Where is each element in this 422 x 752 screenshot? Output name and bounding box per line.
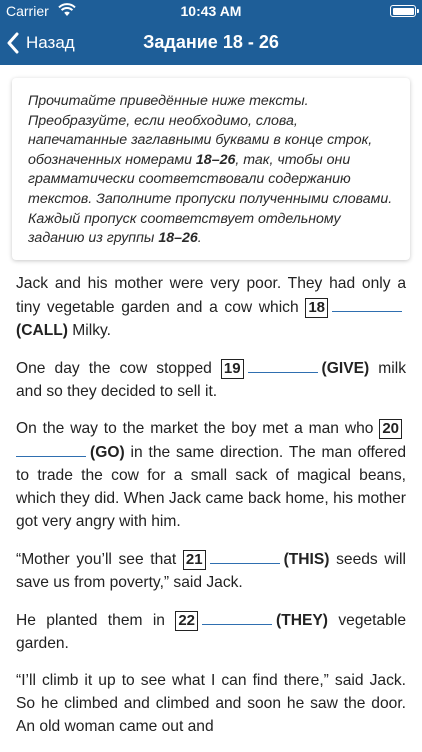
text-segment: Milky. xyxy=(67,322,111,339)
task-number-21: 21 xyxy=(183,550,206,570)
text-segment: Jack and his mother were very poor. They had only a tiny vegetable garden and a cow which xyxy=(16,275,406,316)
back-label: Назад xyxy=(26,33,75,52)
story-text xyxy=(16,272,406,752)
text-segment: “Mother you’ll see that xyxy=(16,551,183,568)
task-number-19: 19 xyxy=(221,359,244,379)
paragraph-2 xyxy=(16,356,406,403)
instructions-text-1: Прочитайте приведённые ниже тексты. Преобразуйте, если необходимо, слова, напечатанные заглавными буквами в конце строк, обозначенных номерами xyxy=(28,93,373,168)
clock: 10:43 AM xyxy=(180,3,242,19)
answer-blank-19[interactable] xyxy=(248,356,318,373)
text-segment: vegetable garden. xyxy=(16,612,406,652)
paragraph-5 xyxy=(16,608,406,655)
instructions-range-1: 18–26 xyxy=(195,151,236,168)
text-segment: He planted them in xyxy=(16,612,176,629)
hint-word-20: (GO) xyxy=(90,444,125,461)
battery-icon xyxy=(390,5,416,17)
text-segment: “I’ll climb it up to see what I can find there,” said Jack. So he climbed and climbed and soon he saw the door. An old woman came out and xyxy=(16,672,406,735)
paragraph-6 xyxy=(16,669,406,738)
status-bar xyxy=(0,0,422,22)
instructions-range-2: 18–26 xyxy=(158,230,198,247)
text-segment: seeds will save us from poverty,” said Jack. xyxy=(16,551,406,591)
text-segment: in the same direction. The man offered to trade the cow for a small sack of magical beans, which they did. When Jack came back home, his mother got very angry with him. xyxy=(16,444,406,530)
instructions-card xyxy=(12,78,410,260)
hint-word-19: (GIVE) xyxy=(321,360,370,377)
instructions-text-3: . xyxy=(197,230,202,247)
hint-word-21: (THIS) xyxy=(283,551,330,568)
text-segment: milk and so they decided to sell it. xyxy=(16,360,406,400)
answer-blank-18[interactable] xyxy=(332,295,402,312)
text-segment: On the way to the market the boy met a man who xyxy=(16,420,380,437)
task-number-18: 18 xyxy=(305,298,328,318)
text-segment: One day the cow stopped xyxy=(16,360,221,377)
page-title: Задание 18 - 26 xyxy=(143,32,279,52)
instructions-text-2: , так, чтобы они грамматически соответствовали содержанию текстов. Заполните пропуски полученными словами. Каждый пропуск соответствует отдельному заданию из группы xyxy=(28,151,393,247)
task-number-22: 22 xyxy=(175,611,198,631)
answer-blank-21[interactable] xyxy=(210,547,280,564)
hint-word-22: (THEY) xyxy=(276,612,328,629)
paragraph-3 xyxy=(16,417,406,533)
top-bar xyxy=(0,0,422,65)
navigation-bar xyxy=(0,22,422,65)
paragraph-4 xyxy=(16,547,406,594)
answer-blank-20[interactable] xyxy=(16,440,86,457)
task-number-20: 20 xyxy=(379,419,402,439)
answer-blank-22[interactable] xyxy=(202,608,272,625)
paragraph-1 xyxy=(16,272,406,342)
hint-word-18: (CALL) xyxy=(16,322,68,339)
carrier-label: Carrier xyxy=(6,3,49,19)
